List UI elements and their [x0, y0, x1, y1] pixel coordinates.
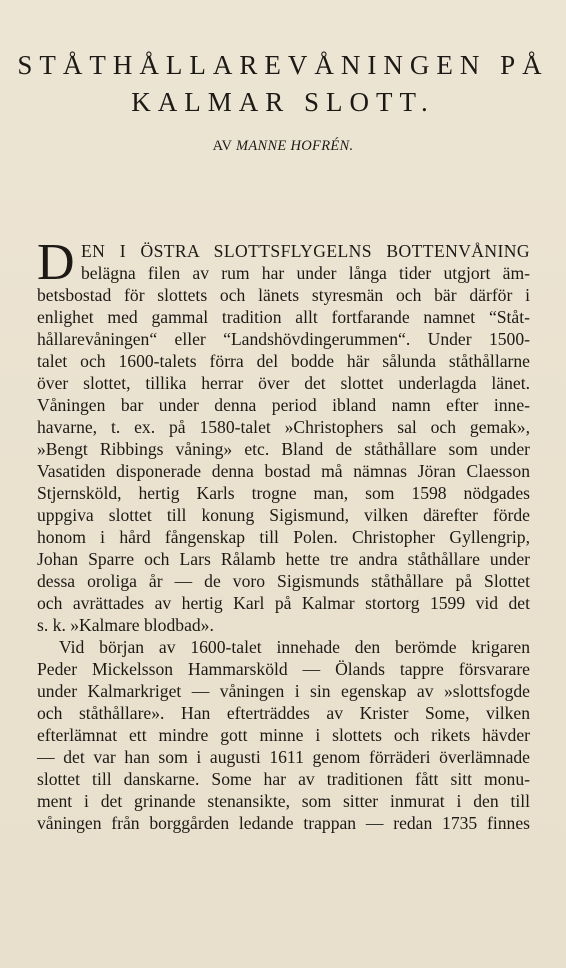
- text-line: s. k. »Kalmare blodbad».: [37, 615, 214, 635]
- article-title-line-1: STÅTHÅLLAREVÅNINGEN PÅ: [17, 50, 549, 80]
- text-line: »Bengt Ribbings våning» etc. Bland de ståthållare som under: [37, 439, 530, 459]
- text-line: betsbostad för slottets och länets styresmän och bär därför i: [37, 285, 530, 305]
- byline: [0, 138, 566, 155]
- text-line: efterlämnat ett mindre gott minne i slottets och rikets hävder: [37, 725, 530, 745]
- text-line: Stjernsköld, hertig Karls trogne man, som 1598 nödgades: [37, 483, 530, 503]
- text-line: belägna filen av rum har under långa tider utgjort äm-: [81, 263, 530, 283]
- text-line: och avrättades av hertig Karl på Kalmar stortorg 1599 vid det: [37, 593, 530, 613]
- text-line: EN I ÖSTRA SLOTTSFLYGELNS BOTTENVÅNING: [81, 241, 530, 261]
- text-line: slottet till danskarne. Some har av traditionen fått sitt monu-: [37, 769, 530, 789]
- text-line: havarne, t. ex. på 1580-talet »Christophers sal och gemak»,: [37, 417, 530, 437]
- text-line: dessa oroliga år — de voro Sigismunds ståthållare på Slottet: [37, 571, 530, 591]
- text-line: Peder Mickelsson Hammarsköld — Ölands tappre försvarare: [37, 659, 530, 679]
- text-line: honom i hård fångenskap till Polen. Christopher Gyllengrip,: [37, 527, 530, 547]
- byline-prefix: AV: [212, 138, 232, 154]
- text-line: — det var han som i augusti 1611 genom förräderi överlämnade: [37, 747, 530, 767]
- text-line: ment i det grinande stenansikte, som sitter inmurat i den till: [37, 791, 530, 811]
- byline-author: MANNE HOFRÉN.: [235, 138, 354, 154]
- text-line: hållarevåningen“ eller “Landshövdingerummen“. Under 1500-: [37, 329, 530, 349]
- text-line: Våningen bar under denna period ibland namn efter inne-: [37, 395, 530, 415]
- text-line: under Kalmarkriget — våningen i sin egenskap av »slottsfogde: [37, 681, 530, 701]
- text-line: enlighet med gammal tradition allt fortfarande namnet “Ståt-: [37, 307, 530, 327]
- text-line: Vid början av 1600-talet innehade den berömde krigaren: [59, 637, 530, 657]
- drop-cap: D: [37, 234, 75, 291]
- text-line: uppgiva slottet till konung Sigismund, vilken därefter förde: [37, 505, 530, 525]
- text-line: och ståthållare». Han efterträddes av Krister Some, vilken: [37, 703, 530, 723]
- text-line: våningen från borggården ledande trappan — redan 1735 finnes: [37, 813, 530, 833]
- text-line: Vasatiden disponerade denna bostad må nämnas Jöran Claesson: [37, 461, 530, 481]
- text-line: över slottet, tillika herrar över det slottet underlagda länet.: [37, 373, 530, 393]
- text-line: Johan Sparre och Lars Rålamb hette tre andra ståthållare under: [37, 549, 530, 569]
- text-line: talet och 1600-talets förra del bodde här sålunda ståthållarne: [37, 351, 530, 371]
- article-title-line-2: KALMAR SLOTT.: [131, 87, 435, 117]
- article-body: [37, 234, 530, 834]
